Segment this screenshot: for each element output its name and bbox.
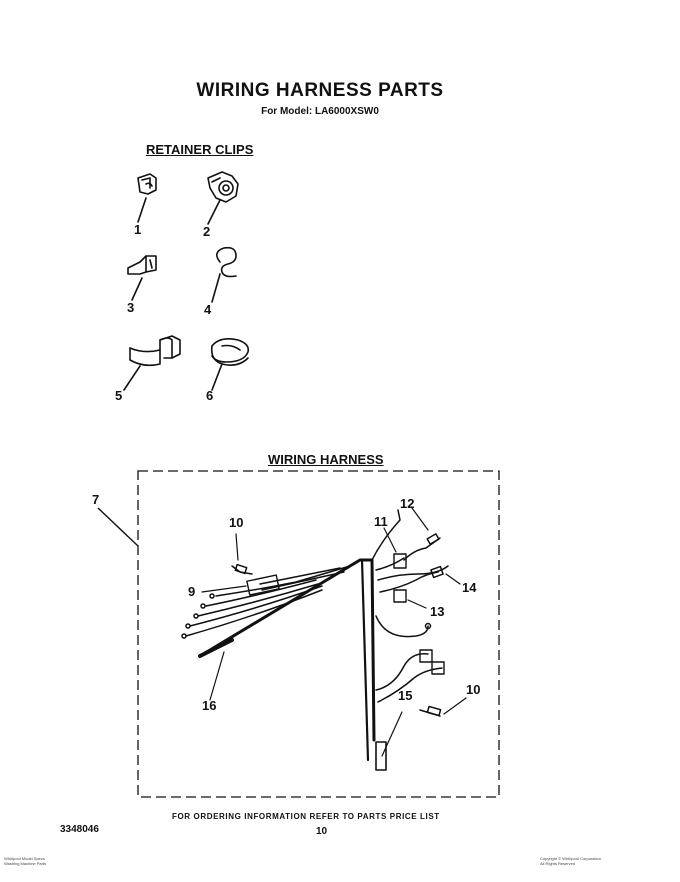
leader-line-5 xyxy=(124,366,140,390)
callout-10-upper: 10 xyxy=(229,515,244,530)
page-title: WIRING HARNESS PARTS xyxy=(196,80,444,101)
leader-line-3 xyxy=(132,278,142,300)
retainer-clip-4-drawing xyxy=(217,248,236,277)
retainer-clip-3-drawing xyxy=(128,256,156,274)
leader-line-4 xyxy=(212,274,220,302)
callout-7: 7 xyxy=(92,492,100,507)
retainer-clip-1-drawing xyxy=(138,174,156,194)
callout-16: 16 xyxy=(202,698,217,713)
ordering-note: FOR ORDERING INFORMATION REFER TO PARTS PRICE LIST xyxy=(172,812,440,821)
right-fine-print-2: All Rights Reserved xyxy=(540,861,576,866)
callout-1: 1 xyxy=(134,222,142,237)
callout-11: 11 xyxy=(374,514,388,529)
leader-line-1 xyxy=(138,198,146,222)
callout-4: 4 xyxy=(204,302,212,317)
callout-10-lower: 10 xyxy=(466,682,481,697)
page-number: 10 xyxy=(316,826,328,837)
document-number: 3348046 xyxy=(60,824,99,835)
leader-line-6 xyxy=(212,364,222,390)
callout-6: 6 xyxy=(206,388,214,403)
model-subtitle: For Model: LA6000XSW0 xyxy=(261,106,379,117)
callout-14: 14 xyxy=(462,580,477,595)
wiring-harness-heading: WIRING HARNESS xyxy=(268,452,384,467)
callout-13: 13 xyxy=(430,604,445,619)
retainer-clip-5-drawing xyxy=(130,336,180,365)
left-fine-print-1: Whirlpool Model Specs xyxy=(4,856,45,861)
callout-15: 15 xyxy=(398,688,413,703)
retainer-clip-2-drawing xyxy=(208,172,238,202)
leader-line-2 xyxy=(208,200,220,224)
leader-line-7 xyxy=(98,508,138,546)
callout-2: 2 xyxy=(203,224,211,239)
retainer-clip-6-drawing xyxy=(212,339,249,365)
callout-3: 3 xyxy=(127,300,135,315)
callout-9: 9 xyxy=(188,584,196,599)
right-fine-print-1: Copyright © Whirlpool Corporation xyxy=(540,856,601,861)
wiring-harness-drawing xyxy=(182,508,466,770)
left-fine-print-2: Washing Machine Parts xyxy=(4,861,47,866)
callout-12: 12 xyxy=(400,496,415,511)
retainer-clips-heading: RETAINER CLIPS xyxy=(146,142,254,157)
callout-5: 5 xyxy=(115,388,123,403)
